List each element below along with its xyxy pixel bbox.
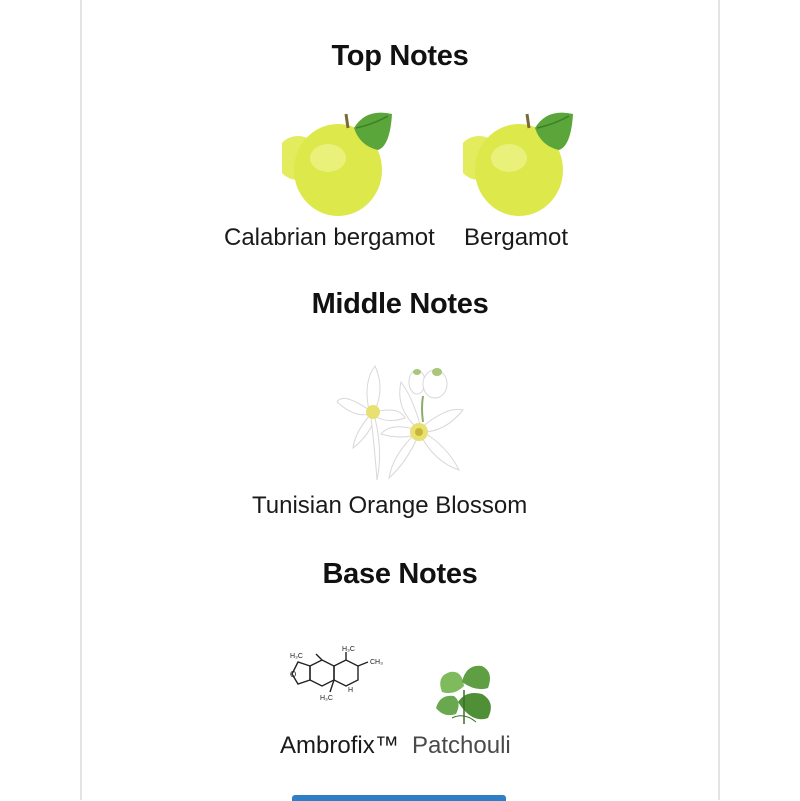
orange-blossom-icon <box>335 362 465 490</box>
note-label-ambrofix: Ambrofix™ <box>280 732 399 759</box>
molecule-structure-icon <box>282 644 392 710</box>
note-label-patchouli: Patchouli <box>412 732 511 759</box>
molecule-label-h: H <box>348 687 354 694</box>
molecule-label-ch3: CH₃ <box>370 659 383 666</box>
top-notes-heading: Top Notes <box>331 40 469 72</box>
bergamot-icon <box>282 106 394 218</box>
molecule-label-h3c: H₃C <box>320 695 333 702</box>
bottom-action-bar[interactable] <box>292 795 506 801</box>
molecule-label-h3c: H₃C <box>342 646 355 653</box>
molecule-label-oxygen: O <box>290 670 297 679</box>
patchouli-leaf-icon <box>432 662 498 728</box>
note-label-tunisian-orange-blossom: Tunisian Orange Blossom <box>252 492 528 519</box>
note-label-bergamot: Bergamot <box>464 224 569 251</box>
middle-notes-heading: Middle Notes <box>311 288 489 320</box>
left-divider <box>80 0 82 800</box>
bergamot-icon <box>463 106 575 218</box>
right-divider <box>718 0 720 800</box>
base-notes-heading: Base Notes <box>322 558 478 590</box>
molecule-label-h3c: H₃C <box>290 653 303 660</box>
note-label-calabrian-bergamot: Calabrian bergamot <box>224 224 435 251</box>
